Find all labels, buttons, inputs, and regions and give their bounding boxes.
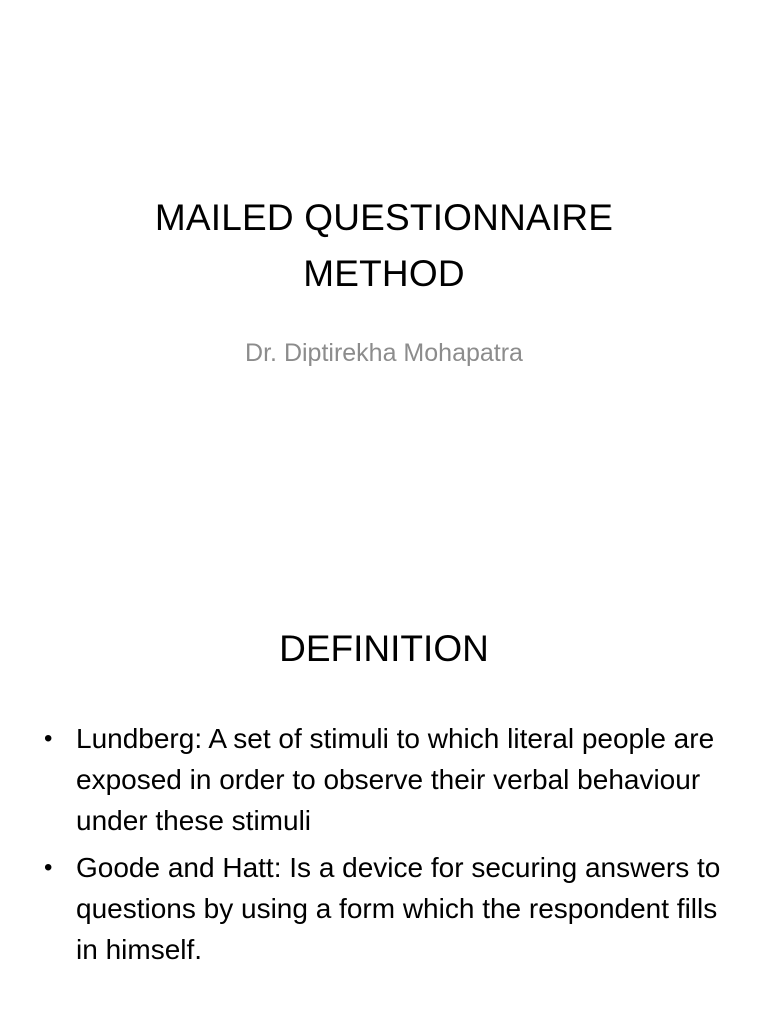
slide-title-line-2: METHOD (303, 253, 465, 294)
bullet-text-lundberg: Lundberg: A set of stimuli to which literal people are exposed in order to observe their verbal behaviour under these stimuli (76, 723, 715, 836)
bullet-marker: • (44, 854, 53, 881)
bullet-text-goode-hatt: Goode and Hatt: Is a device for securing answers to questions by using a form which the respondent fills in himself. (76, 852, 721, 965)
bullet-item-goode-hatt (40, 847, 730, 970)
bullet-item-lundberg (40, 718, 730, 841)
definition-heading: DEFINITION (279, 628, 489, 669)
slide-title-line-1: MAILED QUESTIONNAIRE (154, 197, 614, 238)
bullet-marker: • (44, 725, 53, 752)
author-subtitle: Dr. Diptirekha Mohapatra (245, 339, 523, 367)
definition-slide (0, 576, 768, 1024)
definition-bullet-list (40, 718, 730, 976)
slide-title (0, 190, 768, 302)
